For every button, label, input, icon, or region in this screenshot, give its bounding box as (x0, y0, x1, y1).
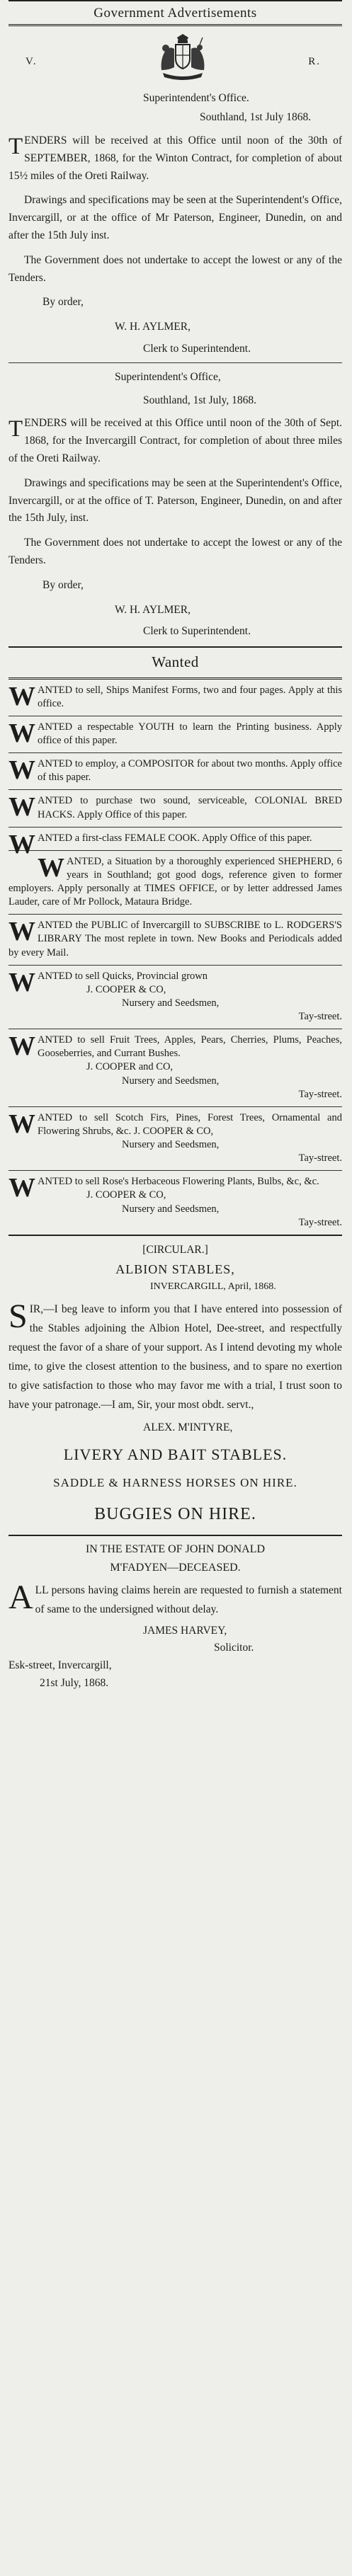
ad-firm: J. COOPER & CO, (86, 983, 166, 995)
ad-drop-cap: W (8, 681, 35, 711)
wanted-ad (8, 851, 342, 915)
ad-text: ANTED to sell Rose's Herbaceous Flowering Plants, Bulbs, &c, &c. (38, 1176, 319, 1188)
crest-right-letter: R. (308, 56, 321, 68)
albion-letter-text: IR,—I beg leave to inform you that I have entered into possession of the Stables adjoining the Albion Hotel, Dee-street, and respectfully request the favor of a share of your support. As I intend devoting my whole time, to give the closest attention to the business, and to spare no exertion to give satisfaction to those who may favor me with a trial, I trust soon to have your patronage.—I am, Sir, your most obdt. servt., (8, 1303, 342, 1412)
ad-drop-cap: W (8, 967, 35, 997)
albion-title: ALBION STABLES, (115, 1261, 235, 1276)
estate-notice (8, 1536, 342, 1698)
albion-signature: ALEX. M'INTYRE, (143, 1421, 233, 1433)
tender-notice-1 (8, 26, 342, 362)
notice1-lead-paragraph (8, 132, 342, 185)
ad-firm: J. COOPER & CO, (86, 1189, 166, 1201)
estate-signature: JAMES HARVEY, (143, 1624, 227, 1637)
royal-coat-of-arms-icon (156, 33, 210, 83)
ad-trade: Nursery and Seedsmen, (122, 1203, 220, 1215)
ad-drop-cap: W (8, 1109, 35, 1139)
notice1-drawings-paragraph: Drawings and specifications may be seen at the Superintendent's Office, Invercargill, or at the office of Mr Paterson, Engineer, Dunedin, on and after the 15th July inst. (8, 194, 342, 241)
notice1-signature: W. H. AYLMER, (115, 321, 191, 333)
ad-street: Tay-street. (298, 1088, 342, 1100)
estate-signature-title: Solicitor. (214, 1642, 254, 1654)
ad-text: ANTED to sell Scotch Firs, Pines, Forest Trees, Ornamental and Flowering Shrubs, &c. J. COOPER & CO, (38, 1111, 342, 1137)
notice1-dateline: Southland, 1st July 1868. (200, 111, 312, 124)
ad-text: ANTED a respectable YOUTH to learn the Printing business. Apply office of this paper. (38, 721, 342, 747)
albion-letter (8, 1297, 342, 1415)
ad-trade: Nursery and Seedsmen, (122, 1139, 220, 1151)
wanted-ad (8, 828, 342, 859)
ad-text: ANTED to sell Quicks, Provincial grown (38, 970, 208, 982)
ad-text: ANTED to sell Fruit Trees, Apples, Pears, Cherries, Plums, Peaches, Gooseberries, and Currant Bushes. (38, 1034, 342, 1060)
wanted-ads-list (8, 680, 342, 1235)
notice2-lead-text: ENDERS will be received at this Office until noon of the 30th of Sept. 1868, for the Invercargill Contract, for completion of about three miles of the Oreti Railway. (8, 417, 342, 464)
wanted-ad (8, 680, 342, 716)
ad-street: Tay-street. (298, 1152, 342, 1164)
ad-drop-cap: W (8, 718, 35, 748)
notice2-signature: W. H. AYLMER, (115, 603, 191, 616)
section-title: Government Advertisements (93, 6, 257, 21)
albion-dateline: INVERCARGILL, April, 1868. (150, 1281, 276, 1293)
ad-street: Tay-street. (298, 1216, 342, 1228)
albion-drop-cap: S (8, 1297, 28, 1335)
notice1-lead-text: ENDERS will be received at this Office until noon of the 30th of SEPTEMBER, 1868, for the Winton Contract, for completion of about 15½ miles of the Oreti Railway. (8, 134, 342, 182)
albion-stables-ad (8, 1236, 342, 1535)
notice2-signature-title: Clerk to Superintendent. (143, 625, 251, 638)
cooper-ad (8, 966, 342, 1029)
albion-circular-label: [CIRCULAR.] (142, 1243, 208, 1256)
ad-text: ANTED the PUBLIC of Invercargill to SUBSCRIBE to L. RODGERS'S LIBRARY The most replete in town. New Books and Periodicals added by every Mail. (8, 920, 342, 958)
estate-title-line1: IN THE ESTATE OF JOHN DONALD (85, 1543, 266, 1556)
crest-left-letter: V. (25, 56, 38, 68)
crest-row (8, 26, 342, 91)
ad-drop-cap: W (8, 1173, 35, 1203)
notice1-office: Superintendent's Office. (143, 92, 249, 105)
ad-drop-cap: W (8, 829, 35, 859)
wanted-ad (8, 915, 342, 964)
estate-date: 21st July, 1868. (40, 1676, 109, 1689)
notice1-disclaimer-paragraph: The Government does not undertake to accept the lowest or any of the Tenders. (8, 253, 342, 284)
notice2-drawings-paragraph: Drawings and specifications may be seen at the Superintendent's Office, Invercargill, or at the office of T. Paterson, Engineer, Dunedin, on and after the 15th July, inst. (8, 476, 342, 525)
estate-text: LL persons having claims herein are requested to furnish a statement of same to the undersigned without delay. (35, 1584, 342, 1616)
notice2-lead-paragraph (8, 415, 342, 467)
ad-text: ANTED to purchase two sound, serviceable, COLONIAL BRED HACKS. Apply Office of this paper. (38, 795, 342, 820)
ad-text: ANTED a first-class FEMALE COOK. Apply Office of this paper. (38, 832, 312, 844)
ad-text: ANTED, a Situation by a thoroughly experienced SHEPHERD, 6 years in Southland; got good dogs, reference given to former employers. Apply personally at TIMES OFFICE, or by letter addressed James Lauder, care of Mr Pollock, Mataura Bridge. (8, 855, 342, 908)
ad-drop-cap: W (8, 755, 35, 786)
notice1-by-order: By order, (42, 296, 84, 309)
notice2-office: Superintendent's Office, (115, 370, 221, 383)
cooper-ad (8, 1029, 342, 1106)
albion-buggies-heading: BUGGIES ON HIRE. (94, 1504, 256, 1523)
ad-street: Tay-street. (298, 1011, 342, 1023)
ad-drop-cap: W (8, 792, 35, 823)
notice1-signature-title: Clerk to Superintendent. (143, 342, 251, 355)
estate-title-line2: M'FADYEN—DECEASED. (110, 1561, 241, 1574)
wanted-ad (8, 716, 342, 752)
wanted-ad (8, 790, 342, 826)
estate-address: Esk-street, Invercargill, (8, 1659, 112, 1672)
ad-drop-cap: W (8, 917, 35, 947)
cooper-ad (8, 1171, 342, 1235)
estate-drop-cap: A (8, 1579, 33, 1617)
notice1-drop-cap: T (8, 133, 23, 159)
albion-livery-heading: LIVERY AND BAIT STABLES. (63, 1446, 288, 1464)
ad-text: ANTED to sell, Ships Manifest Forms, two and four pages. Apply at this office. (38, 684, 342, 709)
notice2-disclaimer-paragraph: The Government does not undertake to accept the lowest or any of the Tenders. (8, 537, 342, 566)
albion-saddle-heading: SADDLE & HARNESS HORSES ON HIRE. (53, 1475, 297, 1489)
ad-trade: Nursery and Seedsmen, (122, 1075, 220, 1087)
wanted-ad (8, 753, 342, 789)
notice2-dateline: Southland, 1st July, 1868. (143, 394, 257, 406)
cooper-ad (8, 1107, 342, 1171)
ad-drop-cap: W (8, 1031, 35, 1062)
ad-drop-cap: W (38, 852, 64, 883)
notice2-by-order: By order, (42, 578, 84, 591)
tender-notice-2 (8, 363, 342, 646)
notice2-drop-cap: T (8, 416, 23, 442)
ad-text: ANTED to employ, a COMPOSITOR for about two months. Apply office of this paper. (38, 758, 342, 784)
ad-trade: Nursery and Seedsmen, (122, 997, 220, 1009)
ad-firm: J. COOPER and CO, (86, 1061, 174, 1073)
estate-paragraph (8, 1581, 342, 1619)
wanted-section-title: Wanted (152, 653, 199, 671)
